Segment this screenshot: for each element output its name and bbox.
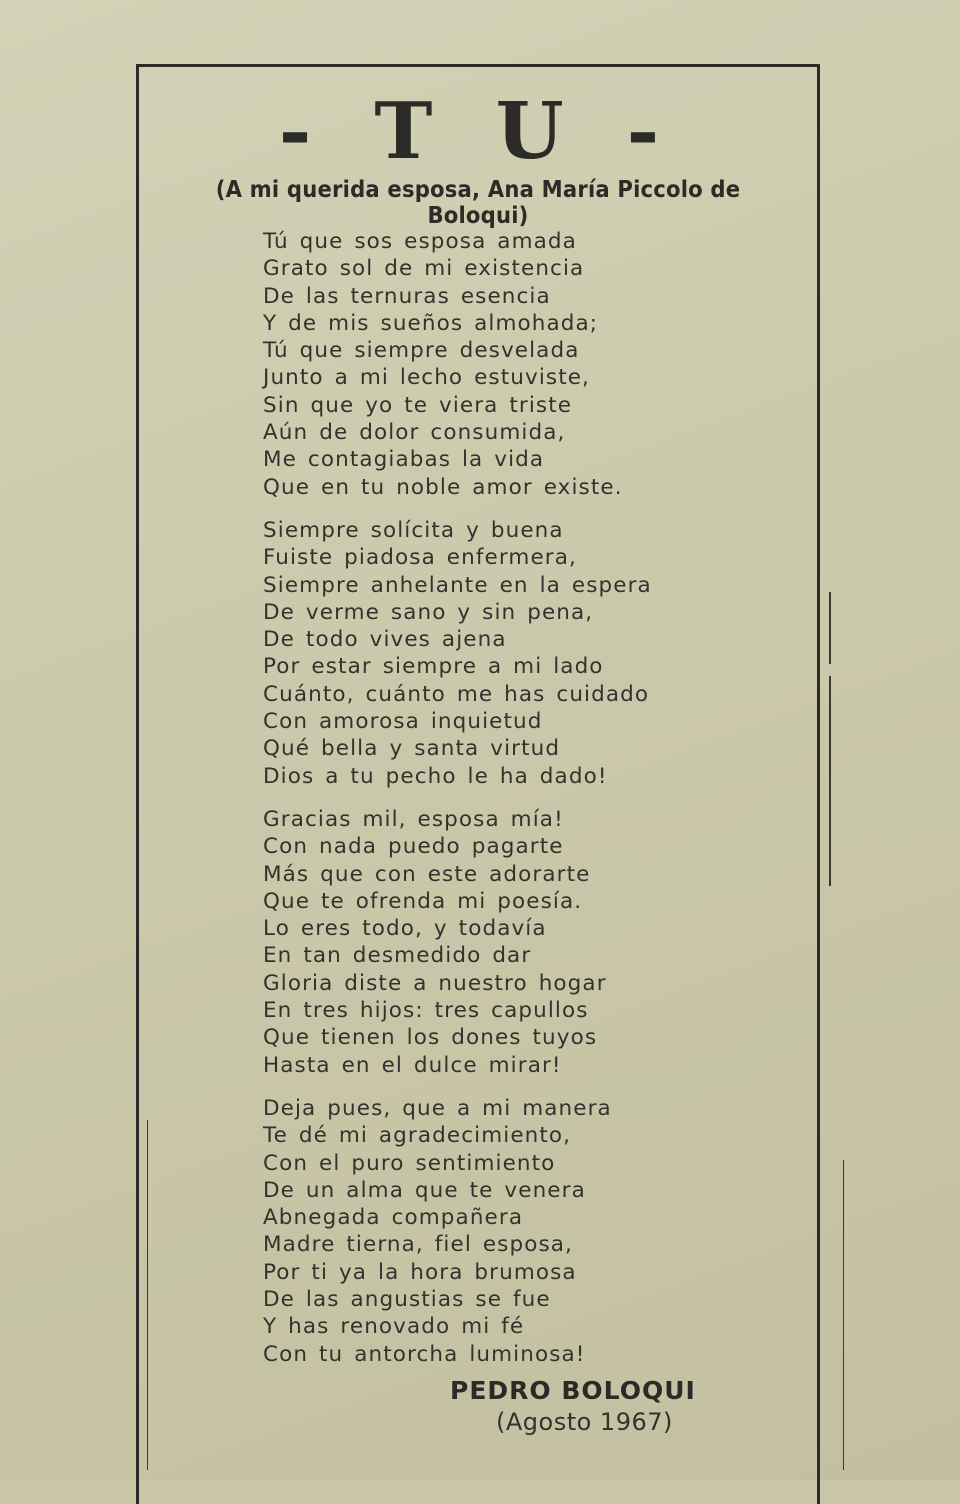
verse-line: Que tienen los dones tuyos <box>263 1025 598 1051</box>
verse-line: Te dé mi agradecimiento, <box>263 1123 572 1149</box>
poem-body <box>263 228 743 1384</box>
verse-line: Fuiste piadosa enfermera, <box>263 545 577 571</box>
right-edge-mark <box>843 1160 844 1470</box>
right-edge-mark <box>829 676 831 886</box>
stanza-4 <box>263 1095 743 1368</box>
verse-line: Con amorosa inquietud <box>263 709 543 735</box>
verse-line: Tú que sos esposa amada <box>263 229 577 254</box>
verse-line: De verme sano y sin pena, <box>263 599 594 625</box>
stanza-3 <box>263 806 743 1079</box>
verse-line: Por estar siempre a mi lado <box>263 654 604 680</box>
verse-line: Que en tu noble amor existe. <box>263 474 623 500</box>
left-edge-mark <box>147 1120 148 1470</box>
verse-line: Con nada puedo pagarte <box>263 834 564 860</box>
verse-line: Qué bella y santa virtud <box>263 736 561 762</box>
poem-dedication: (A mi querida esposa, Ana María Piccolo de Boloqui) <box>215 177 741 229</box>
verse-line: Siempre solícita y buena <box>263 517 564 543</box>
verse-line: Lo eres todo, y todavía <box>263 916 547 942</box>
verse-line: Más que con este adorarte <box>263 861 591 887</box>
verse-line: Sin que yo te viera triste <box>263 392 573 418</box>
verse-line: Siempre anhelante en la espera <box>263 572 652 598</box>
stanza-2 <box>263 517 743 790</box>
verse-line: De las ternuras esencia <box>263 283 551 309</box>
verse-line: De un alma que te venera <box>263 1177 586 1203</box>
verse-line: Grato sol de mi existencia <box>263 256 585 282</box>
verse-line: Y de mis sueños almohada; <box>263 310 599 336</box>
verse-line: De las angustias se fue <box>263 1286 551 1312</box>
stanza-1 <box>263 228 743 501</box>
verse-line: Deja pues, que a mi manera <box>263 1095 612 1121</box>
verse-line: Con el puro sentimiento <box>263 1150 556 1176</box>
poem-date: (Agosto 1967) <box>496 1408 673 1436</box>
verse-line: Madre tierna, fiel esposa, <box>263 1232 573 1258</box>
verse-line: En tan desmedido dar <box>263 943 532 969</box>
verse-line: Me contagiabas la vida <box>263 447 545 473</box>
right-edge-mark <box>829 592 831 664</box>
verse-line: Y has renovado mi fé <box>263 1314 525 1340</box>
verse-line: Hasta en el dulce mirar! <box>263 1052 562 1078</box>
verse-line: De todo vives ajena <box>263 627 507 653</box>
verse-line: Tú que siempre desvelada <box>263 338 580 364</box>
verse-line: Gloria diste a nuestro hogar <box>263 970 607 996</box>
verse-line: Gracias mil, esposa mía! <box>263 806 564 832</box>
verse-line: Junto a mi lecho estuviste, <box>263 365 590 391</box>
verse-line: Cuánto, cuánto me has cuidado <box>263 681 650 707</box>
verse-line: Con tu antorcha luminosa! <box>263 1341 586 1367</box>
verse-line: Que te ofrenda mi poesía. <box>263 888 583 914</box>
verse-line: Por ti ya la hora brumosa <box>263 1259 577 1285</box>
verse-line: En tres hijos: tres capullos <box>263 998 589 1024</box>
verse-line: Aún de dolor consumida, <box>263 420 566 446</box>
verse-line: Dios a tu pecho le ha dado! <box>263 763 608 789</box>
poem-title: - T U - <box>278 86 678 177</box>
verse-line: Abnegada compañera <box>263 1205 524 1231</box>
author-signature: PEDRO BOLOQUI <box>450 1376 696 1405</box>
